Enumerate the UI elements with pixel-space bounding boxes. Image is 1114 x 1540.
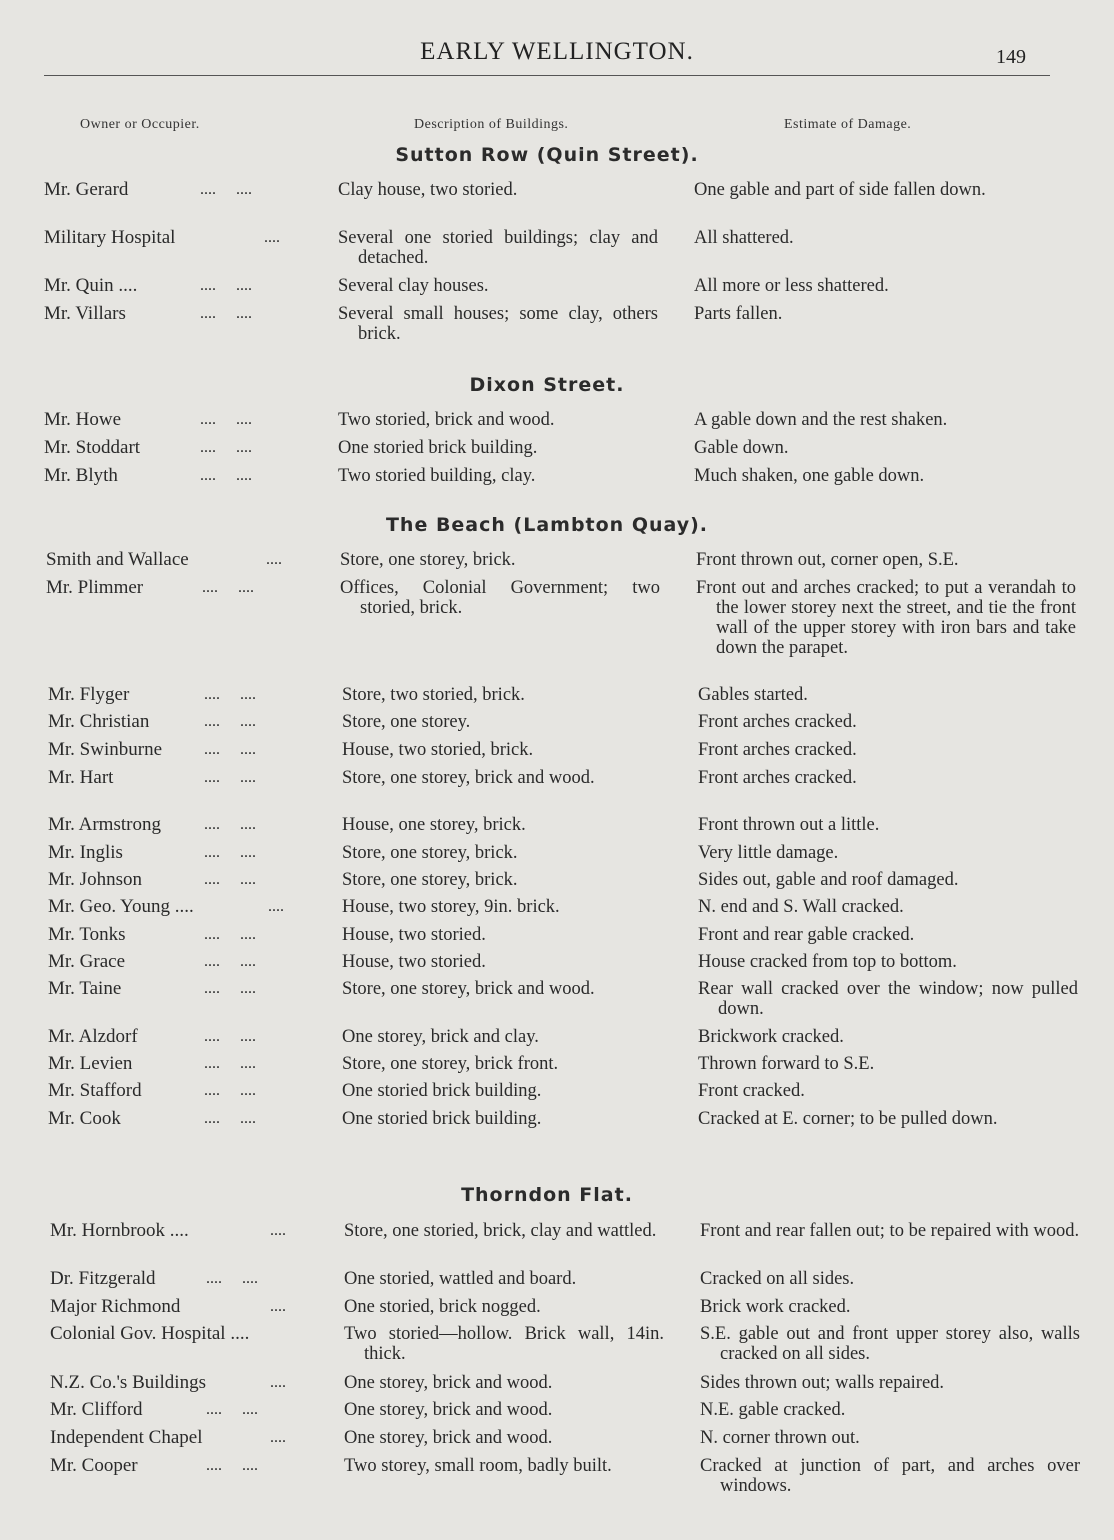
owner-cell: Colonial Gov. Hospital ....	[50, 1323, 250, 1344]
leader-dots: ....	[270, 1374, 286, 1391]
damage-cell: S.E. gable out and front upper storey also, walls cracked on all sides.	[700, 1324, 1080, 1364]
leader-dots: .... ....	[204, 1028, 256, 1045]
owner-cell: Military Hospital	[44, 227, 176, 248]
description-cell: Several small houses; some clay, others brick.	[338, 304, 658, 344]
owner-cell: Mr. Blyth	[44, 465, 118, 486]
owner-cell: Mr. Inglis	[48, 842, 123, 863]
owner-cell: Mr. Swinburne	[48, 739, 162, 760]
owner-cell: Mr. Stoddart	[44, 437, 141, 458]
description-cell: One storied brick building.	[338, 438, 538, 458]
description-cell: Store, two storied, brick.	[342, 685, 525, 705]
owner-cell: Mr. Villars	[44, 303, 126, 324]
description-cell: House, two storied.	[342, 925, 486, 945]
owner-cell: Mr. Christian	[48, 711, 150, 732]
leader-dots: .... ....	[204, 844, 256, 861]
leader-dots: .... ....	[206, 1270, 258, 1287]
leader-dots: ....	[270, 1222, 286, 1239]
description-cell: House, two storey, 9in. brick.	[342, 897, 560, 917]
leader-dots: .... ....	[202, 579, 254, 596]
damage-cell: Front and rear gable cracked.	[698, 925, 915, 945]
description-cell: One storey, brick and clay.	[342, 1027, 539, 1047]
damage-cell: All more or less shattered.	[694, 276, 889, 296]
description-cell: Several one storied buildings; clay and detached.	[338, 228, 658, 268]
damage-cell: House cracked from top to bottom.	[698, 952, 957, 972]
owner-cell: Mr. Plimmer	[46, 577, 144, 598]
damage-cell: A gable down and the rest shaken.	[694, 410, 948, 430]
leader-dots: ....	[270, 1429, 286, 1446]
owner-cell: Smith and Wallace	[46, 549, 189, 570]
damage-cell: Front and rear fallen out; to be repaired with wood.	[700, 1221, 1080, 1241]
leader-dots: .... ....	[200, 305, 252, 322]
description-cell: Two storey, small room, badly built.	[344, 1456, 612, 1476]
owner-cell: Mr. Grace	[48, 951, 126, 972]
owner-cell: Major Richmond	[50, 1296, 181, 1317]
leader-dots: .... ....	[204, 741, 256, 758]
owner-cell: Independent Chapel	[50, 1427, 203, 1448]
description-cell: House, one storey, brick.	[342, 815, 526, 835]
leader-dots: .... ....	[200, 277, 252, 294]
owner-cell: Mr. Stafford	[48, 1080, 142, 1101]
damage-cell: Front out and arches cracked; to put a verandah to the lower storey next the street, and tie the front wall of the upper storey with iron bars and take down the parapet.	[696, 578, 1076, 658]
leader-dots: .... ....	[204, 713, 256, 730]
owner-cell: Mr. Howe	[44, 409, 122, 430]
description-cell: Store, one storey, brick and wood.	[342, 768, 595, 788]
description-cell: Store, one storey, brick and wood.	[342, 979, 595, 999]
description-cell: Two storied building, clay.	[338, 466, 536, 486]
description-cell: Store, one storey, brick front.	[342, 1054, 559, 1074]
damage-cell: Sides thrown out; walls repaired.	[700, 1373, 945, 1393]
damage-cell: Front arches cracked.	[698, 740, 857, 760]
owner-cell: Mr. Clifford	[50, 1399, 143, 1420]
leader-dots: .... ....	[204, 953, 256, 970]
leader-dots: .... ....	[204, 1055, 256, 1072]
description-cell: One storied brick building.	[342, 1109, 542, 1129]
description-cell: Two storied—hollow. Brick wall, 14in. thick.	[344, 1324, 664, 1364]
owner-cell: Mr. Hornbrook ....	[50, 1220, 189, 1241]
column-header-damage: Estimate of Damage.	[784, 117, 912, 132]
owner-cell: Mr. Tonks	[48, 924, 126, 945]
damage-cell: Much shaken, one gable down.	[694, 466, 925, 486]
owner-cell: N.Z. Co.'s Buildings	[50, 1372, 206, 1393]
owner-cell: Mr. Cook	[48, 1108, 121, 1129]
leader-dots: .... ....	[204, 1082, 256, 1099]
damage-cell: All shattered.	[694, 228, 794, 248]
description-cell: House, two storied, brick.	[342, 740, 534, 760]
leader-dots: .... ....	[204, 1110, 256, 1127]
damage-cell: N. corner thrown out.	[700, 1428, 860, 1448]
damage-cell: Cracked on all sides.	[700, 1269, 855, 1289]
damage-cell: N.E. gable cracked.	[700, 1400, 846, 1420]
owner-cell: Mr. Levien	[48, 1053, 133, 1074]
description-cell: House, two storied.	[342, 952, 486, 972]
description-cell: Store, one storey.	[342, 712, 471, 732]
leader-dots: .... ....	[206, 1401, 258, 1418]
leader-dots: ....	[270, 1298, 286, 1315]
damage-cell: Front arches cracked.	[698, 768, 857, 788]
leader-dots: .... ....	[204, 871, 256, 888]
description-cell: Offices, Colonial Government; two storied, brick.	[340, 578, 660, 618]
damage-cell: Rear wall cracked over the window; now pulled down.	[698, 979, 1078, 1019]
leader-dots: ....	[266, 551, 282, 568]
description-cell: One storied, brick nogged.	[344, 1297, 541, 1317]
description-cell: Store, one storey, brick.	[342, 843, 518, 863]
page-number: 149	[996, 46, 1026, 68]
leader-dots: .... ....	[204, 769, 256, 786]
owner-cell: Mr. Geo. Young ....	[48, 896, 194, 917]
owner-cell: Dr. Fitzgerald	[50, 1268, 156, 1289]
damage-cell: Cracked at E. corner; to be pulled down.	[698, 1109, 998, 1129]
description-cell: One storied, wattled and board.	[344, 1269, 577, 1289]
description-cell: One storey, brick and wood.	[344, 1428, 553, 1448]
description-cell: Store, one storey, brick.	[342, 870, 518, 890]
leader-dots: .... ....	[206, 1457, 258, 1474]
owner-cell: Mr. Armstrong	[48, 814, 161, 835]
damage-cell: Front thrown out a little.	[698, 815, 880, 835]
running-head: EARLY WELLINGTON.	[420, 38, 694, 65]
damage-cell: Cracked at junction of part, and arches over windows.	[700, 1456, 1080, 1496]
leader-dots: .... ....	[200, 181, 252, 198]
description-cell: One storied brick building.	[342, 1081, 542, 1101]
damage-cell: N. end and S. Wall cracked.	[698, 897, 904, 917]
damage-cell: Gables started.	[698, 685, 808, 705]
owner-cell: Mr. Johnson	[48, 869, 142, 890]
owner-cell: Mr. Flyger	[48, 684, 130, 705]
leader-dots: ....	[268, 898, 284, 915]
owner-cell: Mr. Taine	[48, 978, 122, 999]
damage-cell: Front arches cracked.	[698, 712, 857, 732]
damage-cell: Front thrown out, corner open, S.E.	[696, 550, 959, 570]
owner-cell: Mr. Alzdorf	[48, 1026, 138, 1047]
section-heading: The Beach (Lambton Quay).	[385, 514, 709, 536]
description-cell: Clay house, two storied.	[338, 180, 518, 200]
leader-dots: .... ....	[200, 467, 252, 484]
damage-cell: Gable down.	[694, 438, 789, 458]
owner-cell: Mr. Quin ....	[44, 275, 138, 296]
description-cell: One storey, brick and wood.	[344, 1373, 553, 1393]
damage-cell: Parts fallen.	[694, 304, 783, 324]
damage-cell: Thrown forward to S.E.	[698, 1054, 875, 1074]
description-cell: Store, one storied, brick, clay and wattled.	[344, 1221, 657, 1241]
column-header-owner: Owner or Occupier.	[80, 117, 200, 132]
description-cell: Two storied, brick and wood.	[338, 410, 555, 430]
damage-cell: Very little damage.	[698, 843, 839, 863]
damage-cell: Front cracked.	[698, 1081, 805, 1101]
description-cell: Several clay houses.	[338, 276, 489, 296]
damage-cell: Brickwork cracked.	[698, 1027, 844, 1047]
leader-dots: .... ....	[204, 686, 256, 703]
owner-cell: Mr. Cooper	[50, 1455, 138, 1476]
leader-dots: .... ....	[200, 439, 252, 456]
damage-cell: One gable and part of side fallen down.	[694, 180, 986, 200]
leader-dots: .... ....	[204, 816, 256, 833]
leader-dots: .... ....	[200, 411, 252, 428]
header-rule	[44, 75, 1050, 76]
leader-dots: .... ....	[204, 980, 256, 997]
description-cell: One storey, brick and wood.	[344, 1400, 553, 1420]
section-heading: Dixon Street.	[469, 374, 625, 396]
column-header-description: Description of Buildings.	[414, 117, 569, 132]
damage-cell: Brick work cracked.	[700, 1297, 851, 1317]
leader-dots: .... ....	[204, 926, 256, 943]
owner-cell: Mr. Gerard	[44, 179, 129, 200]
section-heading: Sutton Row (Quin Street).	[395, 144, 699, 166]
description-cell: Store, one storey, brick.	[340, 550, 516, 570]
leader-dots: ....	[264, 229, 280, 246]
damage-cell: Sides out, gable and roof damaged.	[698, 870, 959, 890]
section-heading: Thorndon Flat.	[461, 1184, 633, 1206]
owner-cell: Mr. Hart	[48, 767, 114, 788]
